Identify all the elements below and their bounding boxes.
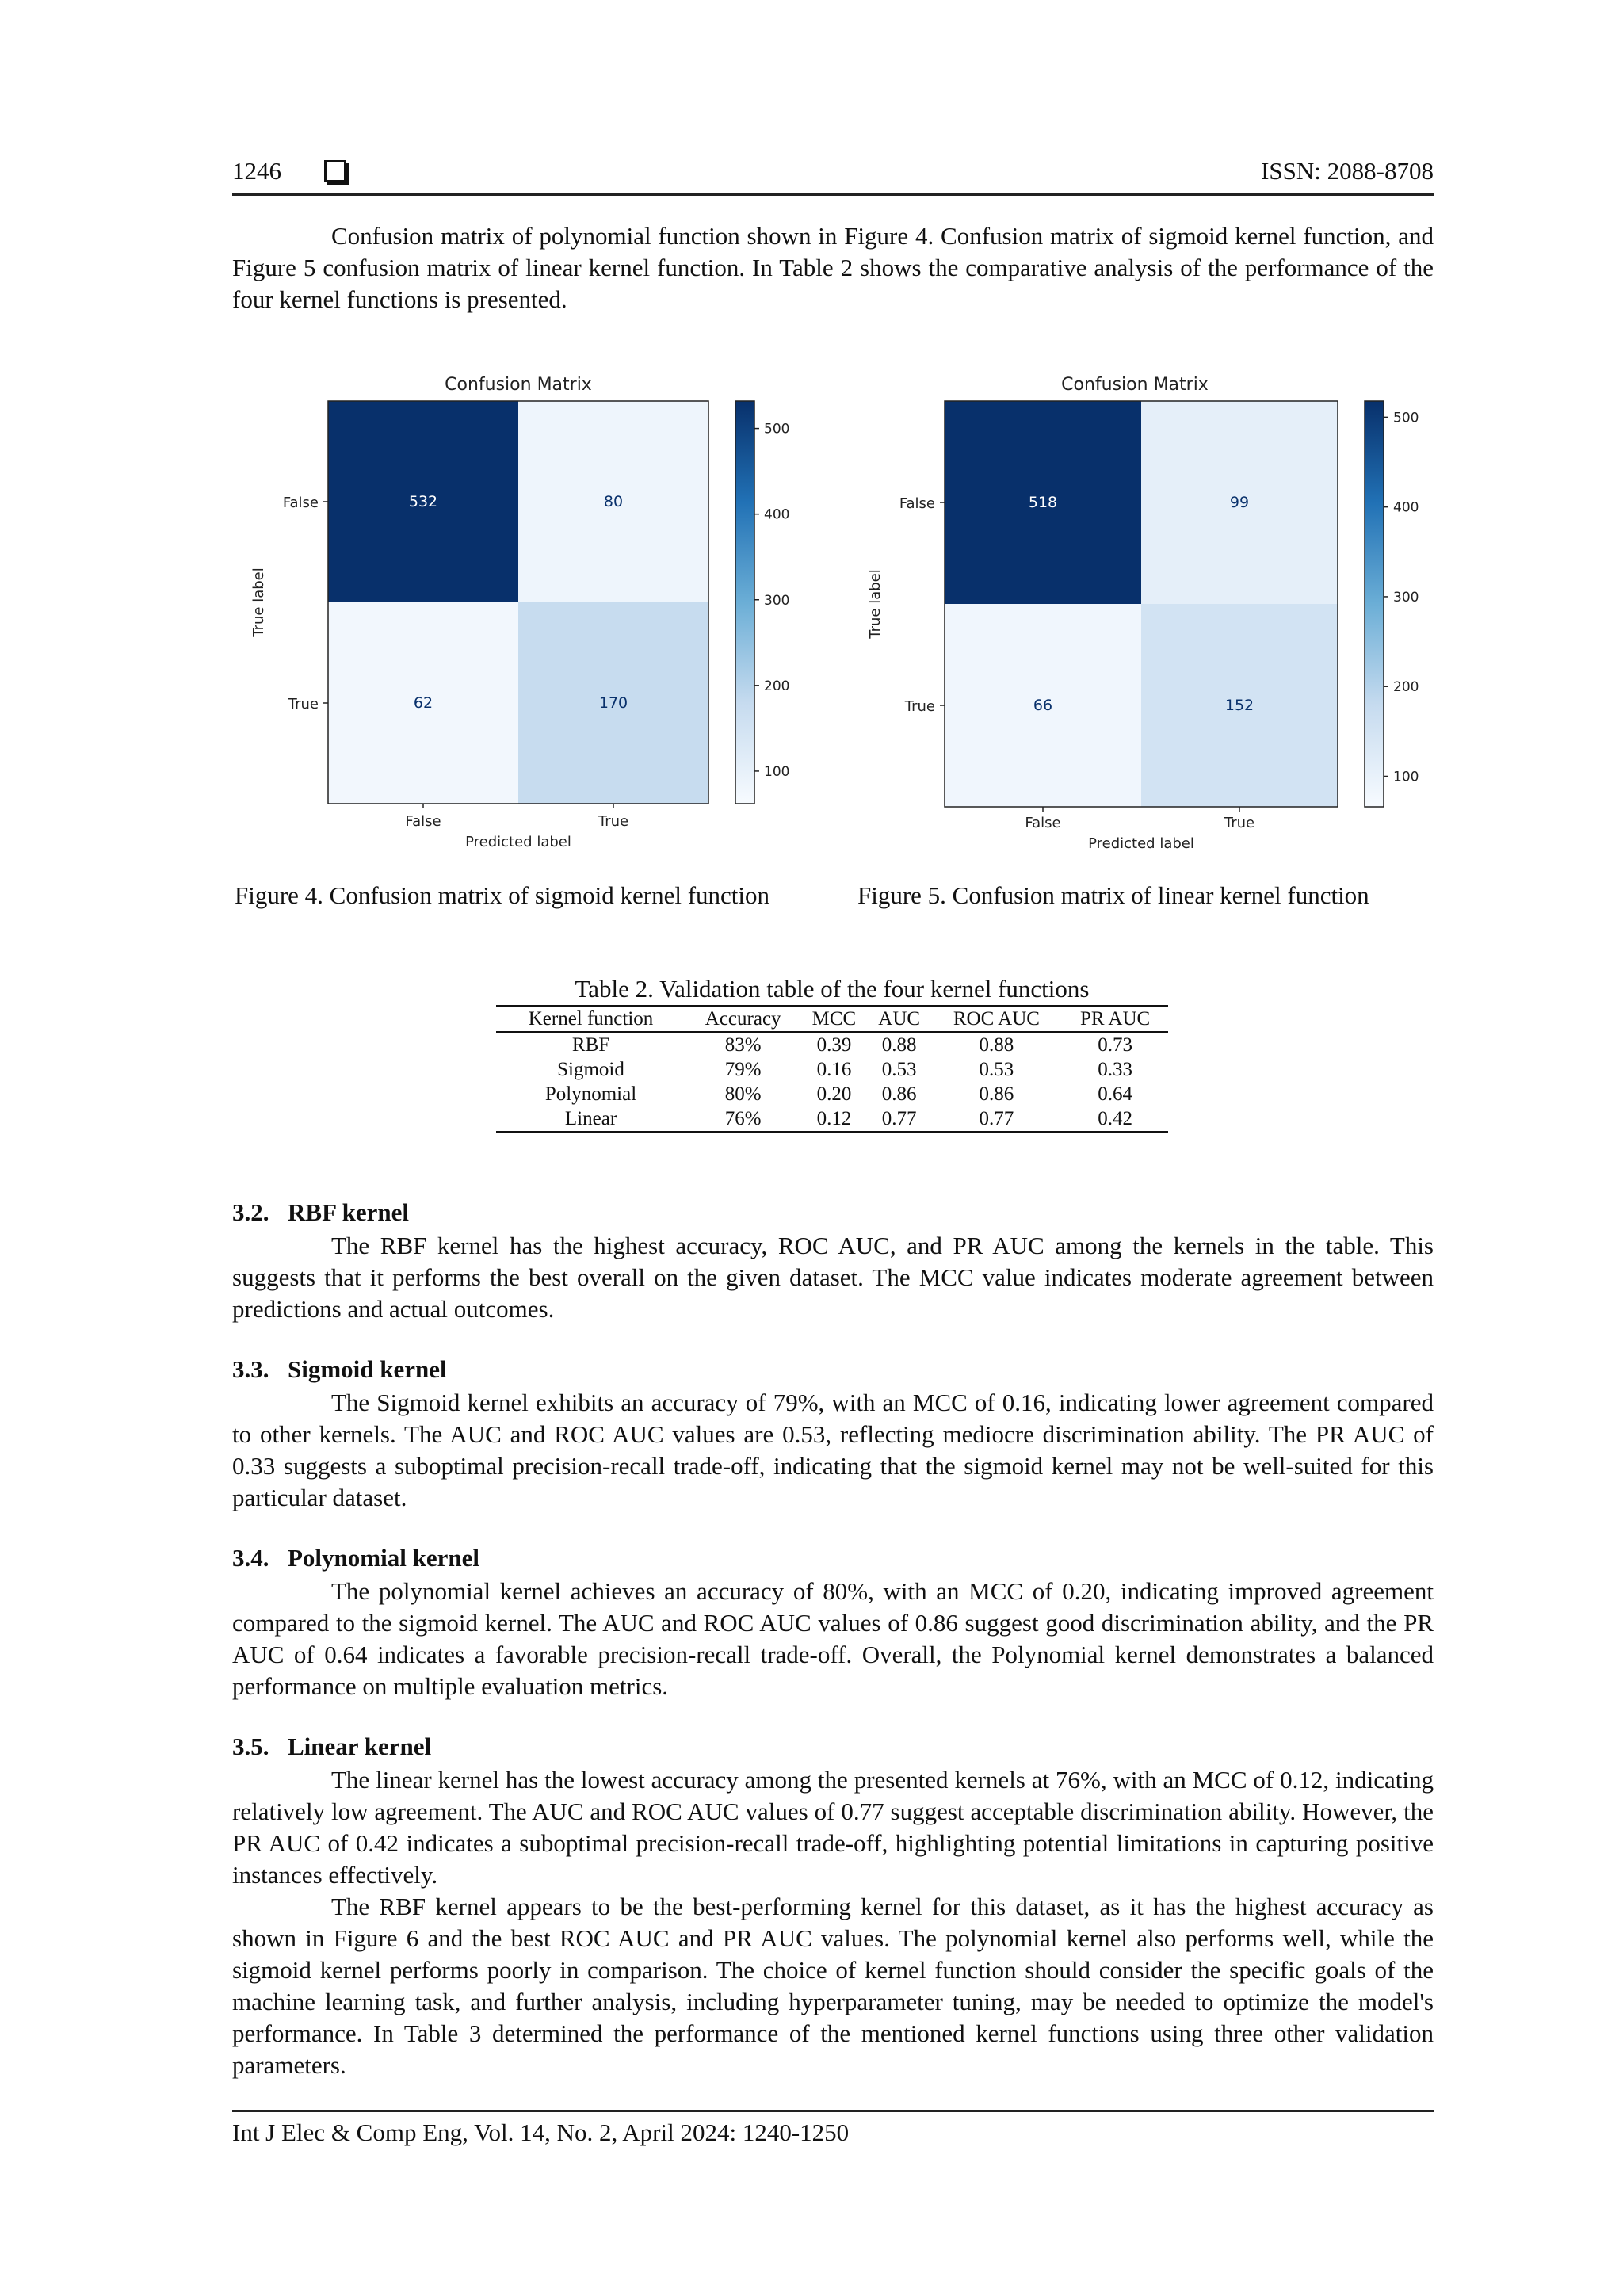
table-cell: 0.73 bbox=[1098, 1034, 1132, 1056]
table-caption: Table 2. Validation table of the four kernel functions bbox=[575, 975, 1090, 1003]
column-header: ROC AUC bbox=[953, 1008, 1040, 1030]
y-tick-label: True bbox=[904, 698, 935, 715]
column-header: PR AUC bbox=[1079, 1008, 1151, 1030]
figure-5-confusion-matrix bbox=[846, 365, 1465, 872]
column-header: Kernel function bbox=[528, 1008, 654, 1030]
table-row bbox=[496, 1032, 1168, 1057]
y-axis-label: True label bbox=[867, 569, 884, 639]
colorbar-tick-label: 200 bbox=[1393, 679, 1419, 696]
colorbar-ticks bbox=[1384, 410, 1419, 785]
table-cell: 80% bbox=[724, 1083, 762, 1105]
x-axis-label: Predicted label bbox=[1088, 835, 1194, 852]
cell-value: 532 bbox=[408, 493, 438, 510]
colorbar-tick-label: 400 bbox=[1393, 499, 1419, 516]
section-heading-3-3: 3.3. Sigmoid kernel bbox=[232, 1355, 447, 1383]
column-header: Accuracy bbox=[705, 1008, 781, 1030]
table-cell: 0.53 bbox=[979, 1059, 1014, 1080]
table-header-row bbox=[496, 1006, 1168, 1032]
intro-paragraph: Confusion matrix of polynomial function shown in Figure 4. Confusion matrix of sigmoid kernel function, and Figure 5 confusion matrix of linear kernel function. In Table 2 shows the comparative analysis of the performance of the four kernel functions is presented. bbox=[232, 222, 1434, 313]
cell-value: 99 bbox=[1229, 494, 1250, 511]
section-3-4-body: The polynomial kernel achieves an accuracy of 80%, with an MCC of 0.20, indicating improved agreement compared to the sigmoid kernel. The AUC and ROC AUC values of 0.86 suggest good discrimination ability, and the PR AUC of 0.64 indicates a favorable precision-recall trade-off. Overall, the Polynomial kernel demonstrates a balanced performance on multiple evaluation metrics. bbox=[232, 1577, 1434, 1700]
validation-table bbox=[496, 1005, 1168, 1133]
table-cell: 0.88 bbox=[979, 1034, 1014, 1056]
section-3-5-body: The linear kernel has the lowest accuracy among the presented kernels at 76%, with an MCC of 0.12, indicating relatively low agreement. The AUC and ROC AUC values of 0.77 suggest acceptable discrimination ability. However, the PR AUC of 0.42 indicates a suboptimal precision-recall trade-off, highlighting potential limitations in capturing positive instances effectively. The RBF kernel appears to be the best-performing kernel for this dataset, as it has the highest accuracy as shown in Figure 6 and the best ROC AUC and PR AUC values. The polynomial kernel also performs well, while the sigmoid kernel performs poorly in comparison. The choice of kernel function should consider the specific goals of the machine learning task, and further analysis, including hyperparameter tuning, may be needed to optimize the model's performance. In Table 3 determined the performance of the mentioned kernel functions using three other validation parameters. bbox=[232, 1766, 1434, 2079]
table-cell: 0.86 bbox=[979, 1083, 1014, 1105]
table-cell: RBF bbox=[571, 1034, 610, 1056]
page-header bbox=[232, 157, 1434, 196]
table-cell: 0.77 bbox=[881, 1108, 917, 1129]
table-row bbox=[496, 1106, 1168, 1132]
table-cell: 0.39 bbox=[816, 1034, 852, 1056]
y-tick-label: False bbox=[282, 495, 319, 511]
figure-4-confusion-matrix bbox=[230, 365, 848, 872]
table-row bbox=[496, 1057, 1168, 1082]
section-3-3-body: The Sigmoid kernel exhibits an accuracy of 79%, with an MCC of 0.16, indicating lower agreement compared to other kernels. The AUC and ROC AUC values are 0.53, reflecting mediocre discrimination ability. The PR AUC of 0.33 suggests a suboptimal precision-recall trade-off, indicating that the sigmoid kernel may not be well-suited for this particular dataset. bbox=[232, 1389, 1434, 1511]
table-cell: Polynomial bbox=[544, 1083, 637, 1105]
cell-value: 170 bbox=[598, 694, 628, 712]
colorbar-tick-label: 400 bbox=[764, 506, 790, 523]
colorbar-tick-label: 100 bbox=[1393, 769, 1419, 785]
table-cell: 79% bbox=[724, 1059, 762, 1080]
figure-5-caption: Figure 5. Confusion matrix of linear kernel function bbox=[857, 881, 1369, 909]
table-cell: 0.42 bbox=[1098, 1108, 1132, 1129]
page-number: 1246 bbox=[232, 157, 281, 185]
x-tick-label: True bbox=[598, 813, 629, 830]
section-3-2-body: The RBF kernel has the highest accuracy, ROC AUC, and PR AUC among the kernels in the table. This suggests that it performs the best overall on the given dataset. The MCC value indicates moderate agreement between predictions and actual outcomes. bbox=[232, 1232, 1434, 1323]
table-cell: 76% bbox=[724, 1108, 762, 1129]
table-cell: Sigmoid bbox=[557, 1059, 624, 1080]
y-tick-label: True bbox=[288, 696, 319, 712]
table-cell: 0.77 bbox=[979, 1108, 1014, 1129]
figure-4-caption: Figure 4. Confusion matrix of sigmoid kernel function bbox=[235, 881, 770, 909]
square-bullet-icon bbox=[324, 160, 346, 182]
colorbar-tick-label: 500 bbox=[764, 421, 790, 437]
chart-title: Confusion Matrix bbox=[1061, 375, 1209, 395]
table-cell: 0.64 bbox=[1098, 1083, 1132, 1105]
page-footer: Int J Elec & Comp Eng, Vol. 14, No. 2, April 2024: 1240-1250 bbox=[232, 2110, 1434, 2147]
column-header: AUC bbox=[878, 1008, 921, 1030]
table-cell: Linear bbox=[564, 1108, 617, 1129]
cell-value: 62 bbox=[413, 694, 433, 712]
table-cell: 0.53 bbox=[881, 1059, 917, 1080]
table-cell: 0.16 bbox=[816, 1059, 852, 1080]
y-tick-label: False bbox=[899, 495, 935, 512]
y-axis-label: True label bbox=[250, 567, 267, 637]
section-heading-3-5: 3.5. Linear kernel bbox=[232, 1733, 432, 1760]
section-heading-3-4: 3.4. Polynomial kernel bbox=[232, 1544, 479, 1572]
x-axis-label: Predicted label bbox=[465, 834, 571, 850]
table-cell: 0.86 bbox=[881, 1083, 917, 1105]
colorbar-tick-label: 100 bbox=[764, 763, 790, 780]
colorbar-tick-label: 200 bbox=[764, 678, 790, 694]
cell-value: 66 bbox=[1033, 697, 1053, 714]
chart-title: Confusion Matrix bbox=[445, 375, 592, 395]
x-tick-label: True bbox=[1224, 815, 1255, 831]
section-heading-3-2: 3.2. RBF kernel bbox=[232, 1198, 409, 1226]
colorbar bbox=[1365, 401, 1384, 807]
colorbar-ticks bbox=[754, 422, 789, 780]
table-row bbox=[496, 1082, 1168, 1106]
cell-value: 518 bbox=[1028, 494, 1058, 511]
table-cell: 0.88 bbox=[881, 1034, 917, 1056]
colorbar-tick-label: 300 bbox=[764, 592, 790, 609]
cell-value: 80 bbox=[603, 493, 624, 510]
colorbar-tick-label: 500 bbox=[1393, 410, 1419, 426]
table-cell: 0.12 bbox=[816, 1108, 852, 1129]
colorbar bbox=[735, 401, 754, 804]
cell-value: 152 bbox=[1224, 697, 1254, 714]
table-cell: 0.20 bbox=[816, 1083, 852, 1105]
x-tick-label: False bbox=[405, 813, 441, 830]
column-header: MCC bbox=[812, 1008, 857, 1030]
x-tick-label: False bbox=[1025, 815, 1061, 831]
table-cell: 0.33 bbox=[1098, 1059, 1132, 1080]
issn: ISSN: 2088-8708 bbox=[1261, 157, 1434, 185]
table-cell: 83% bbox=[724, 1034, 762, 1056]
colorbar-tick-label: 300 bbox=[1393, 589, 1419, 606]
